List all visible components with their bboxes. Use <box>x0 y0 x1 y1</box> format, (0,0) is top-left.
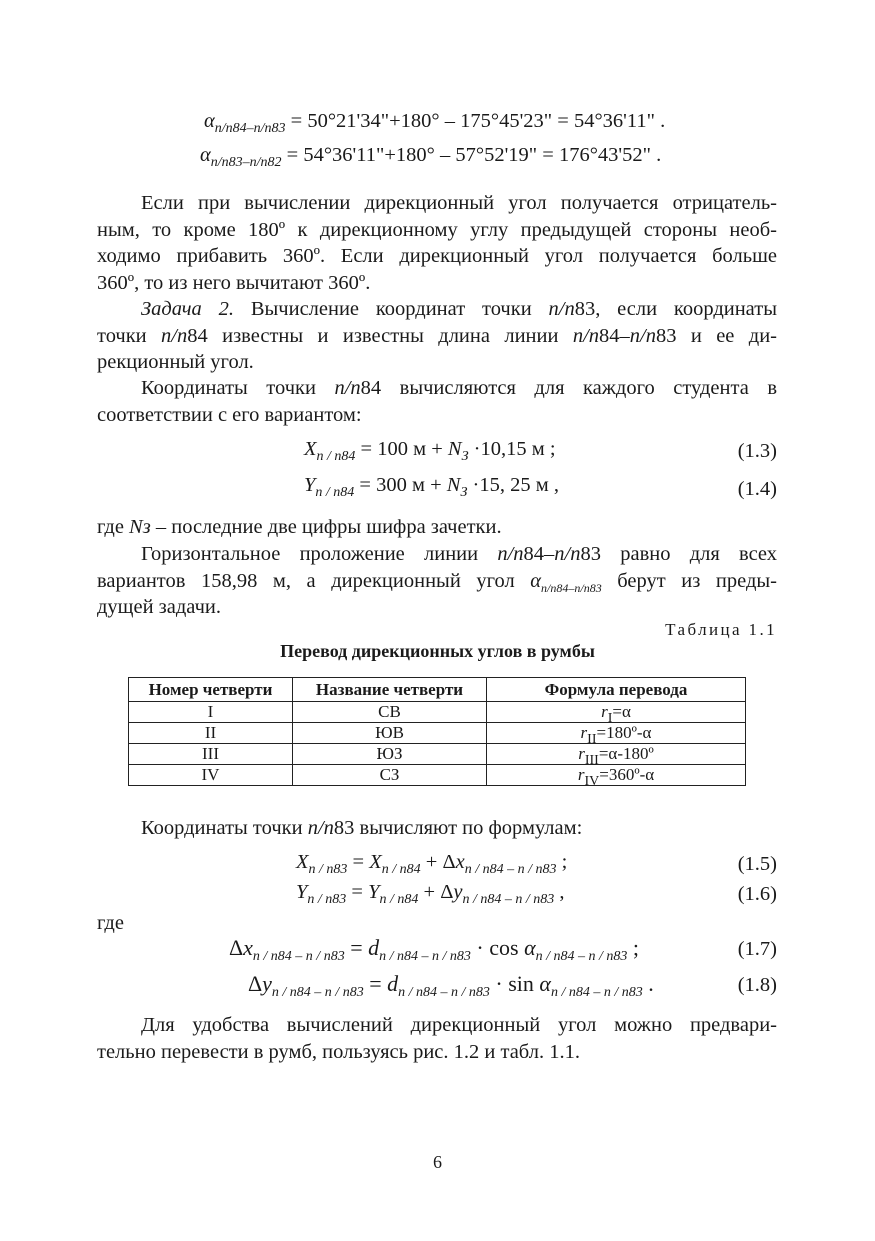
equation-number-1-3: (1.3) <box>737 440 777 462</box>
paragraph-where: где <box>97 912 124 934</box>
equation-number-1-5: (1.5) <box>737 853 777 875</box>
column-header: Название четверти <box>293 678 487 702</box>
table-row: II ЮВ $r_{II}=180º-\alpha$ <box>129 723 746 744</box>
column-header: Формула перевода <box>487 678 746 702</box>
equation-number-1-6: (1.6) <box>737 883 777 905</box>
equation-1-5: $X_{n / n83} = X_{n / n84} + \Delta x_{n / n84 - n / n83}$ ; <box>296 851 568 877</box>
table-caption: Таблица 1.1 <box>665 620 777 639</box>
paragraph-negative-angle: Если при вычислении дирекционный угол получается отрицатель- ным, то кроме 180º к дирекционному углу предыдущей стороны необ- ходимо прибавить 360º. Если дирекционный угол получается больше 360º, то из него вычитают 360º. <box>97 192 777 294</box>
table-header-row <box>129 678 746 702</box>
table-row: III ЮЗ $r_{III}=\alpha-180º$ <box>129 744 746 765</box>
paragraph-convenience: Для удобства вычислений дирекционный угол можно предвари- тельно перевести в румб, пользуясь рис. 1.2 и табл. 1.1. <box>97 1014 777 1063</box>
equation-1-7: $\Delta x_{n / n84 - n / n83} = d_{n / n84 - n / n83} \cdot \cos \alpha_{n / n84 - n / n83}$ ; <box>229 935 640 964</box>
paragraph-horizontal-distance: Горизонтальное проложение линии n/n84–n/n83 равно для всех вариантов 158,98 м, а дирекционный угол $\alpha_{n/n84-n/n83}$ берут из преды- дущей задачи. <box>97 543 777 618</box>
paragraph-task-2: Задача 2. Вычисление координат точки n/n83, если координаты точки n/n84 известны и известны длина линии n/n84–n/n83 и ее ди- рекционный угол. <box>97 298 777 373</box>
equation-1-8: $\Delta y_{n / n84 - n / n83} = d_{n / n84 - n / n83} \cdot \sin \alpha_{n / n84 - n / n83}$ . <box>248 971 654 1000</box>
page-number: 6 <box>433 1152 442 1172</box>
paragraph-where-n3: где Nз – последние две цифры шифра зачетки. <box>97 516 502 538</box>
paragraph-coordinates-84: Координаты точки n/n84 вычисляются для каждого студента в соответствии с его вариантом: <box>97 377 777 426</box>
table-row: IV СЗ $r_{IV}=360º-\alpha$ <box>129 765 746 786</box>
equation-number-1-8: (1.8) <box>737 974 777 996</box>
column-header: Номер четверти <box>129 678 293 702</box>
equation-number-1-4: (1.4) <box>737 478 777 500</box>
table-title: Перевод дирекционных углов в румбы <box>280 641 595 661</box>
table-row: I СВ $r_I=\alpha$ <box>129 702 746 723</box>
formula-alpha-83-82: $\alpha_{n/n83-n/n82}$ = 54°36'11"+180° – 57°52'19" = 176°43'52" . <box>200 144 662 170</box>
formula-alpha-84-83: $\alpha_{n/n84-n/n83}$ = 50°21'34"+180° – 175°45'23" = 54°36'11" . <box>204 110 666 136</box>
rumb-table <box>128 677 746 789</box>
equation-1-3: $X_{n / n84} = 100$ $м + N_З \cdot 10,15$ м ; <box>304 438 556 464</box>
equation-number-1-7: (1.7) <box>737 938 777 960</box>
paragraph-coordinates-83: Координаты точки n/n83 вычисляют по формулам: <box>141 817 583 839</box>
equation-1-6: $Y_{n / n83} = Y_{n / n84} + \Delta y_{n / n84 - n / n83}$ , <box>296 881 565 907</box>
equation-1-4: $Y_{n / n84} = 300$ $м + N_З \cdot 15$, 25 м , <box>304 474 559 500</box>
